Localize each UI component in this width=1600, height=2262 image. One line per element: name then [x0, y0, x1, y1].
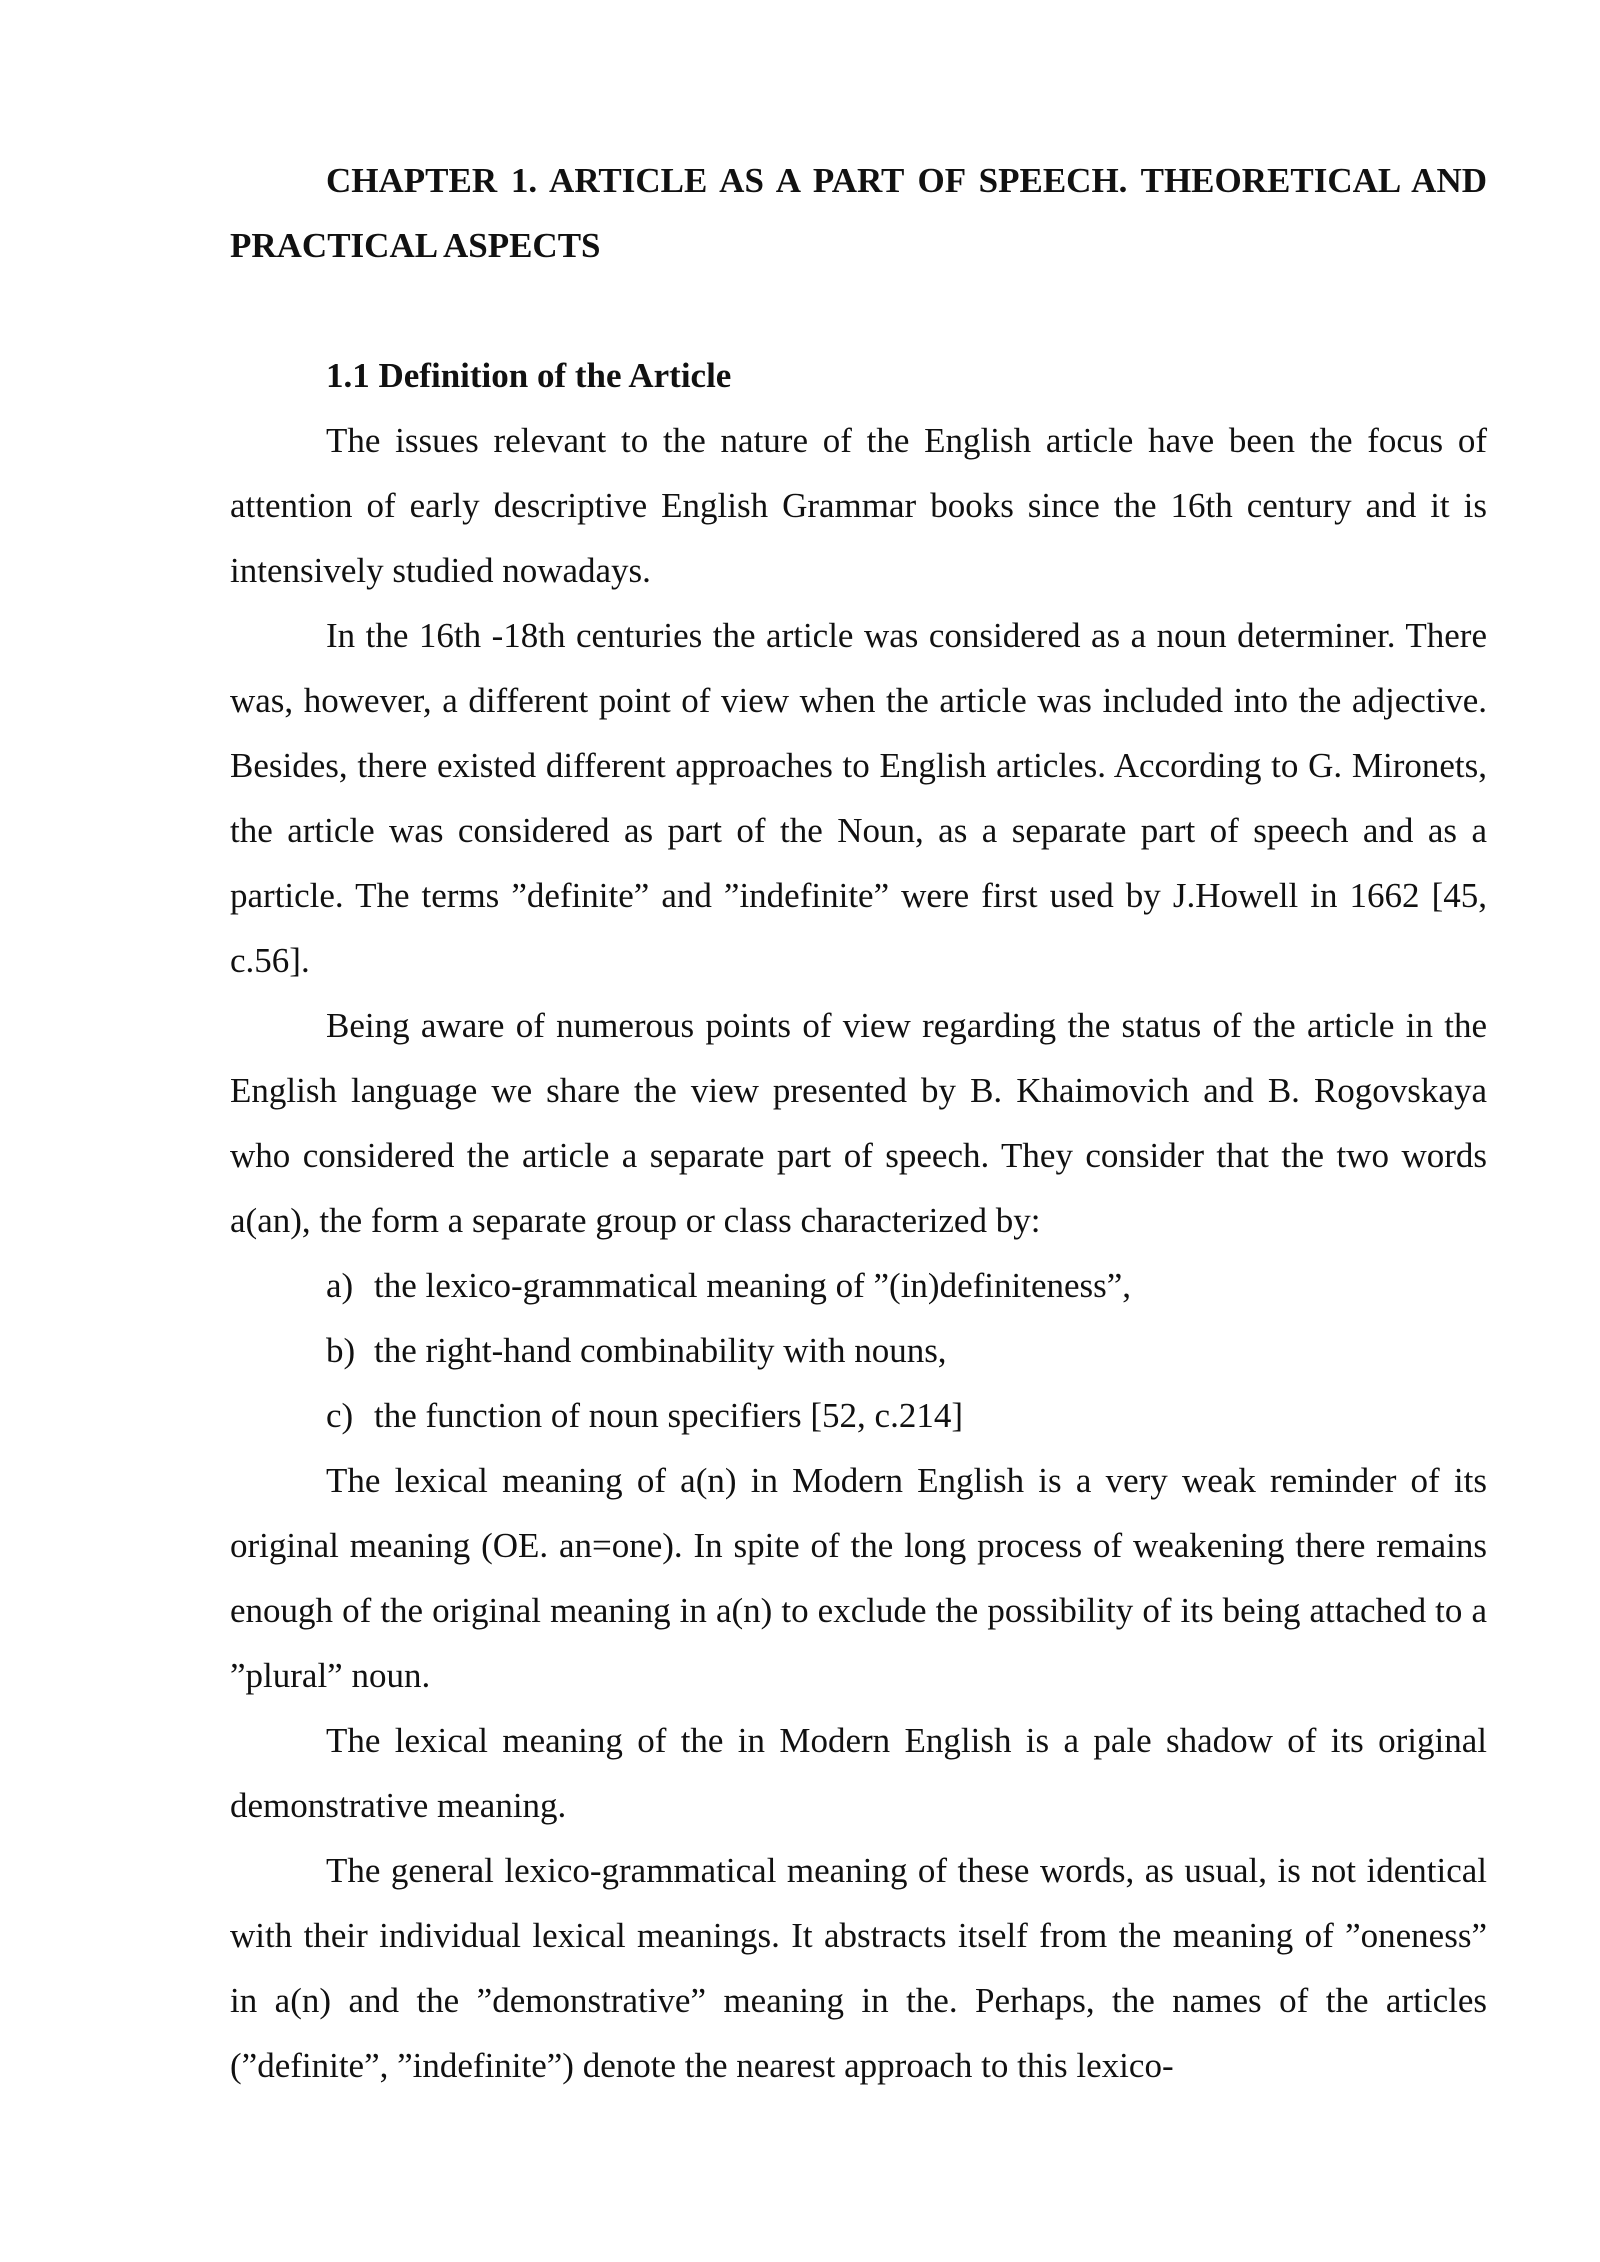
paragraph-definite-meaning: The lexical meaning of the in Modern English is a pale shadow of its original demonstrative meaning. [230, 1721, 1487, 1825]
paragraph-intro: The issues relevant to the nature of the English article have been the focus of attention of early descriptive English Grammar books since the 16th century and it is intensively studied nowadays. [230, 421, 1487, 590]
list-item [230, 1383, 1487, 1448]
list-marker: c) [326, 1396, 354, 1435]
list-item-text: the lexico-grammatical meaning of ”(in)definiteness”, [374, 1266, 1132, 1305]
paragraph-general-meaning: The general lexico-grammatical meaning of these words, as usual, is not identical with their individual lexical meanings. It abstracts itself from the meaning of ”oneness” in a(n) and the ”demonstrative” meaning in the. Perhaps, the names of the articles (”definite”, ”indefinite”) denote the nearest approach to this lexico- [230, 1851, 1487, 2085]
list-marker: a) [326, 1266, 354, 1305]
document-page [230, 148, 1487, 2098]
section-title: 1.1 Definition of the Article [326, 356, 732, 395]
list-item-text: the function of noun specifiers [52, c.214] [374, 1396, 964, 1435]
list-item [230, 1318, 1487, 1383]
characteristics-list [230, 1253, 1487, 1448]
list-item [230, 1253, 1487, 1318]
paragraph-history: In the 16th -18th centuries the article was considered as a noun determiner. There was, however, a different point of view when the article was included into the adjective. Besides, there existed different approaches to English articles. According to G. Mironets, the article was considered as part of the Noun, as a separate part of speech and as a particle. The terms ”definite” and ”indefinite” were first used by J.Howell in 1662 [45, c.56]. [230, 616, 1487, 980]
chapter-title: CHAPTER 1. ARTICLE AS A PART OF SPEECH. THEORETICAL AND PRACTICAL ASPECTS [230, 161, 1487, 265]
list-item-text: the right-hand combinability with nouns, [374, 1331, 947, 1370]
paragraph-view: Being aware of numerous points of view regarding the status of the article in the English language we share the view presented by B. Khaimovich and B. Rogovskaya who considered the article a separate part of speech. They consider that the two words a(an), the form a separate group or class characterized by: [230, 1006, 1487, 1240]
paragraph-indefinite-meaning: The lexical meaning of a(n) in Modern English is a very weak reminder of its original meaning (OE. an=one). In spite of the long process of weakening there remains enough of the original meaning in a(n) to exclude the possibility of its being attached to a ”plural” noun. [230, 1461, 1487, 1695]
list-marker: b) [326, 1331, 356, 1370]
